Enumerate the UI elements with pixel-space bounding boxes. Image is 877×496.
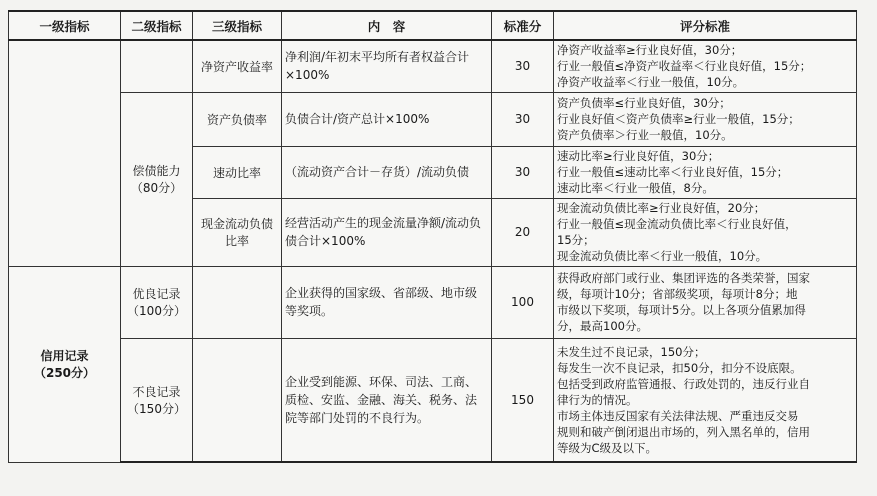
header-criteria: 评分标准	[554, 11, 857, 40]
level2-cell-blank	[121, 40, 193, 92]
criteria-line: 净资产收益率≥行业良好值，30分；	[557, 43, 743, 58]
header-level1: 一级指标	[9, 11, 121, 40]
score-cell: 150	[492, 338, 554, 462]
header-row	[9, 11, 857, 40]
criteria-line: 现金流动负债比率＜行业一般值，10分。	[557, 249, 768, 263]
criteria-line: 速动比率≥行业良好值，30分；	[557, 149, 720, 163]
level3-cell: 资产负债率	[193, 92, 282, 146]
criteria-line: 分，最高100分。	[557, 319, 648, 333]
level3-cell: 现金流动负债比率	[193, 198, 282, 266]
criteria-cell	[554, 146, 857, 198]
criteria-line: 获得政府部门或行业、集团评选的各类荣誉，国家	[557, 271, 810, 285]
level3-cell: 速动比率	[193, 146, 282, 198]
score-cell: 30	[492, 92, 554, 146]
content-cell: 经营活动产生的现金流量净额/流动负债合计×100%	[282, 198, 492, 266]
scoring-table	[8, 10, 857, 463]
content-cell: （流动资产合计－存货）/流动负债	[282, 146, 492, 198]
level3-cell: 净资产收益率	[193, 40, 282, 92]
header-content: 内 容	[282, 11, 492, 40]
criteria-line: 速动比率＜行业一般值，8分。	[557, 181, 714, 195]
criteria-line: 未发生过不良记录，150分；	[557, 344, 706, 359]
criteria-line: 规则和破产倒闭退出市场的，列入黑名单的，信用	[557, 424, 810, 439]
level3-cell-blank	[193, 266, 282, 338]
content-cell: 净利润/年初末平均所有者权益合计×100%	[282, 40, 492, 92]
criteria-line: 行业一般值≤现金流动负债比率＜行业良好值，	[557, 217, 797, 231]
criteria-line: 净资产收益率＜行业一般值，10分。	[557, 75, 745, 90]
content-cell: 企业获得的国家级、省部级、地市级等奖项。	[282, 266, 492, 338]
criteria-line: 等级为C级及以下。	[557, 440, 658, 455]
header-score: 标准分	[492, 11, 554, 40]
level2-solvency: 偿债能力 （80分）	[121, 92, 193, 266]
header-level3: 三级指标	[193, 11, 282, 40]
criteria-line: 每发生一次不良记录，扣50分，扣分不设底限。	[557, 360, 802, 375]
level2-bad-record: 不良记录 （150分）	[121, 338, 193, 462]
criteria-line: 资产负债率≤行业良好值，30分；	[557, 96, 731, 110]
criteria-line: 市级以下奖项，每项计5分。以上各项分值累加得	[557, 303, 806, 317]
score-cell: 30	[492, 40, 554, 92]
content-cell: 企业受到能源、环保、司法、工商、质检、安监、金融、海关、税务、法院等部门处罚的不良行为。	[282, 338, 492, 462]
level1-credit-record: 信用记录 （250分）	[9, 266, 121, 462]
level2-good-record: 优良记录 （100分）	[121, 266, 193, 338]
content-cell: 负债合计/资产总计×100%	[282, 92, 492, 146]
criteria-cell	[554, 92, 857, 146]
level3-cell-blank	[193, 338, 282, 462]
criteria-line: 行业良好值＜资产负债率≥行业一般值，15分；	[557, 112, 800, 126]
criteria-line: 现金流动负债比率≥行业良好值，20分；	[557, 201, 766, 215]
criteria-line: 资产负债率＞行业一般值，10分。	[557, 128, 733, 142]
level1-cell-blank	[9, 40, 121, 266]
criteria-cell	[554, 338, 857, 462]
criteria-cell	[554, 198, 857, 266]
criteria-cell	[554, 266, 857, 338]
criteria-line: 市场主体违反国家有关法律法规、严重违反交易	[557, 408, 799, 423]
table-row	[9, 266, 857, 338]
criteria-line: 律行为的情况。	[557, 392, 638, 407]
table-row	[9, 92, 857, 146]
criteria-line: 行业一般值≤净资产收益率＜行业良好值，15分；	[557, 59, 812, 74]
criteria-line: 15分；	[557, 233, 595, 247]
table-row	[9, 338, 857, 462]
criteria-line: 包括受到政府监管通报、行政处罚的，违反行业自	[557, 376, 810, 391]
criteria-cell	[554, 40, 857, 92]
score-cell: 30	[492, 146, 554, 198]
criteria-line: 级，每项计10分；省部级奖项，每项计8分；地	[557, 287, 798, 301]
score-cell: 100	[492, 266, 554, 338]
score-cell: 20	[492, 198, 554, 266]
criteria-line: 行业一般值≤速动比率＜行业良好值，15分；	[557, 165, 789, 179]
header-level2: 二级指标	[121, 11, 193, 40]
table-row	[9, 40, 857, 92]
